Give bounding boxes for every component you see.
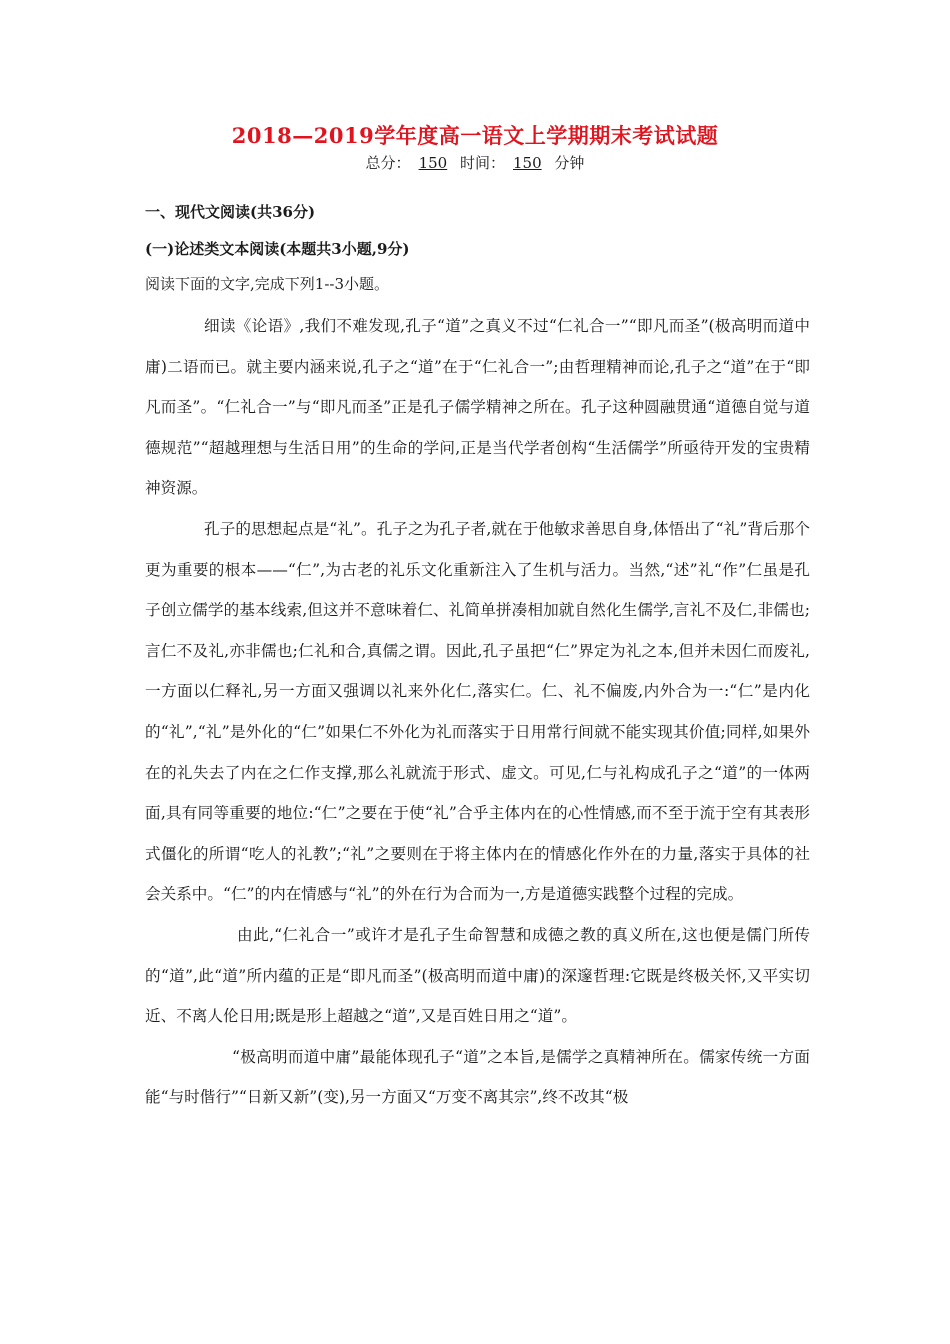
reading-instruction: 阅读下面的文字,完成下列1--3小题。 [145, 275, 389, 293]
total-score-label: 总分： [365, 154, 411, 172]
exam-meta [0, 152, 950, 174]
document-title: 2018—2019学年度高一语文上学期期末考试试题 [231, 123, 719, 148]
subsection-heading: (一)论述类文本阅读(本题共3小题,9分) [145, 240, 410, 258]
passage-body [145, 306, 810, 1118]
section-heading: 一、现代文阅读(共36分) [145, 203, 316, 221]
passage-paragraph-1: 细读《论语》,我们不难发现,孔子“道”之真义不过“仁礼合一”“即凡而圣”(极高明而道中庸)二语而已。就主要内涵来说,孔子之“道”在于“仁礼合一”;由哲理精神而论,孔子之“道”在于“即凡而圣”。“仁礼合一”与“即凡而圣”正是孔子儒学精神之所在。孔子这种圆融贯通“道德自觉与道德规范”“超越理想与生活日用”的生命的学问,正是当代学者创构“生活儒学”所亟待开发的宝贵精神资源。 [145, 317, 810, 498]
time-value: 150 [513, 154, 542, 172]
time-unit: 分钟 [554, 154, 585, 172]
passage-paragraph-4: “极高明而道中庸”最能体现孔子“道”之本旨,是儒学之真精神所在。儒家传统一方面能“与时偕行”“日新又新”(变),另一方面又“万变不离其宗”,终不改其“极 [145, 1047, 810, 1107]
total-score-value: 150 [418, 154, 448, 172]
passage-paragraph-3: 由此,“仁礼合一”或许才是孔子生命智慧和成德之教的真义所在,这也便是儒门所传的“道”,此“道”所内蕴的正是“即凡而圣”(极高明而道中庸)的深邃哲理:它既是终极关怀,又平实切近、不离人伦日用;既是形上超越之“道”,又是百姓日用之“道”。 [145, 925, 810, 1026]
passage-paragraph-2: 孔子的思想起点是“礼”。孔子之为孔子者,就在于他敏求善思自身,体悟出了“礼”背后那个更为重要的根本——“仁”,为古老的礼乐文化重新注入了生机与活力。当然,“述”礼“作”仁虽是孔子创立儒学的基本线索,但这并不意味着仁、礼简单拼凑相加就自然化生儒学,言礼不及仁,非儒也;言仁不及礼,亦非儒也;仁礼和合,真儒之谓。因此,孔子虽把“仁”界定为礼之本,但并未因仁而废礼,一方面以仁释礼,另一方面又强调以礼来外化仁,落实仁。仁、礼不偏废,内外合为一:“仁”是内化的“礼”,“礼”是外化的“仁”如果仁不外化为礼而落实于日用常行间就不能实现其价值;同样,如果外在的礼失去了内在之仁作支撑,那么礼就流于形式、虚文。可见,仁与礼构成孔子之“道”的一体两面,具有同等重要的地位:“仁”之要在于使“礼”合乎主体内在的心性情感,而不至于流于空有其表形式僵化的所谓“吃人的礼教”;“礼”之要则在于将主体内在的情感化作外在的力量,落实于具体的社会关系中。“仁”的内在情感与“礼”的外在行为合而为一,方是道德实践整个过程的完成。 [145, 519, 810, 904]
time-label: 时间： [459, 154, 505, 172]
